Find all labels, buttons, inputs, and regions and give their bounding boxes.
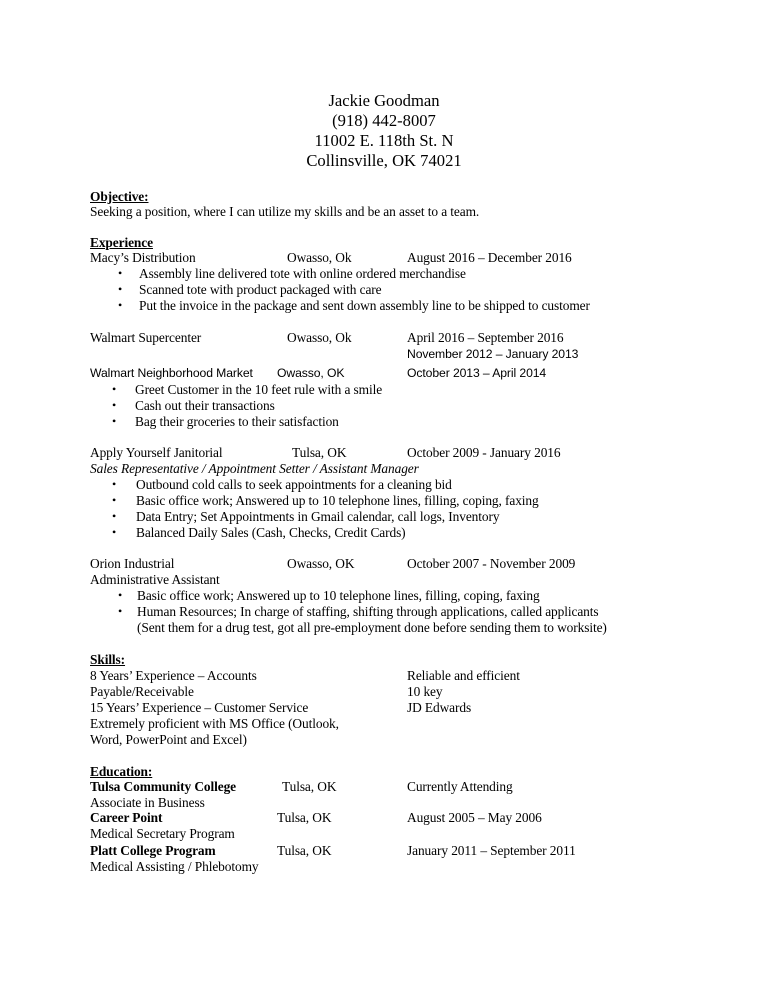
school-location: Tulsa, OK [282,779,337,794]
job-dates: April 2016 – September 2016 [407,330,564,345]
candidate-phone: (918) 442-8007 [332,111,436,130]
candidate-address-line1: 11002 E. 118th St. N [314,131,454,150]
job-bullet: Basic office work; Answered up to 10 telephone lines, filling, coping, faxing [136,493,539,508]
job-bullet: Assembly line delivered tote with online ordered merchandise [139,266,466,281]
education-heading: Education: [90,764,153,779]
bullet-marker: • [112,398,117,412]
job-employer: Macy’s Distribution [90,250,196,265]
bullet-marker: • [118,298,123,312]
school-dates: January 2011 – September 2011 [407,843,576,858]
job-title: Sales Representative / Appointment Setter / Assistant Manager [90,461,419,476]
bullet-marker: • [118,588,123,602]
candidate-address-line2: Collinsville, OK 74021 [306,151,462,170]
bullet-marker: • [118,266,123,280]
job-dates-secondary: November 2012 – January 2013 [407,347,579,361]
experience-heading: Experience [90,235,153,250]
skill-item: JD Edwards [407,700,472,715]
job-location: Owasso, OK [287,556,355,571]
objective-text: Seeking a position, where I can utilize my skills and be an asset to a team. [90,204,480,219]
skill-item: Payable/Receivable [90,684,194,699]
school-name: Tulsa Community College [90,779,237,794]
objective-heading: Objective: [90,189,149,204]
school-program: Medical Assisting / Phlebotomy [90,859,259,874]
job-bullet: Balanced Daily Sales (Cash, Checks, Credit Cards) [136,525,406,540]
job-location: Tulsa, OK [292,445,347,460]
skill-item: Reliable and efficient [407,668,520,683]
job-bullet: Greet Customer in the 10 feet rule with a smile [135,382,383,397]
bullet-marker: • [112,414,117,428]
bullet-marker: • [112,382,117,396]
job-employer: Apply Yourself Janitorial [90,445,223,460]
job-dates: October 2009 - January 2016 [407,445,561,460]
job-bullet: Put the invoice in the package and sent down assembly line to be shipped to customer [139,298,590,313]
job-dates: October 2013 – April 2014 [407,366,547,380]
school-location: Tulsa, OK [277,810,332,825]
job-location: Owasso, Ok [287,250,352,265]
school-name: Career Point [90,810,163,825]
job-bullet: Human Resources; In charge of staffing, shifting through applications, called applicants [137,604,599,619]
job-location: Owasso, OK [277,366,345,380]
candidate-name: Jackie Goodman [328,91,440,110]
skills-heading: Skills: [90,652,126,667]
skill-item: 8 Years’ Experience – Accounts [90,668,257,683]
skill-item: 15 Years’ Experience – Customer Service [90,700,309,715]
bullet-marker: • [112,525,117,539]
school-program: Medical Secretary Program [90,826,235,841]
bullet-marker: • [112,477,117,491]
school-program: Associate in Business [90,795,205,810]
job-bullet: Bag their groceries to their satisfaction [135,414,339,429]
school-name: Platt College Program [90,843,216,858]
job-bullet: Data Entry; Set Appointments in Gmail calendar, call logs, Inventory [136,509,500,524]
job-bullet: Cash out their transactions [135,398,275,413]
job-employer: Walmart Neighborhood Market [90,366,253,380]
job-bullet: Basic office work; Answered up to 10 telephone lines, filling, coping, faxing [137,588,540,603]
skill-item: 10 key [407,684,443,699]
job-dates: August 2016 – December 2016 [407,250,572,265]
job-dates: October 2007 - November 2009 [407,556,576,571]
bullet-marker: • [112,509,117,523]
job-location: Owasso, Ok [287,330,352,345]
job-employer: Walmart Supercenter [90,330,202,345]
bullet-marker: • [112,493,117,507]
school-dates: August 2005 – May 2006 [407,810,542,825]
school-location: Tulsa, OK [277,843,332,858]
school-dates: Currently Attending [407,779,513,794]
bullet-marker: • [118,604,123,618]
job-bullet-continuation: (Sent them for a drug test, got all pre-employment done before sending them to worksite) [137,620,607,635]
job-title: Administrative Assistant [90,572,220,587]
bullet-marker: • [118,282,123,296]
skill-item: Word, PowerPoint and Excel) [90,732,247,747]
job-bullet: Scanned tote with product packaged with care [139,282,382,297]
skill-item: Extremely proficient with MS Office (Outlook, [90,716,339,731]
job-employer: Orion Industrial [90,556,175,571]
job-bullet: Outbound cold calls to seek appointments for a cleaning bid [136,477,452,492]
